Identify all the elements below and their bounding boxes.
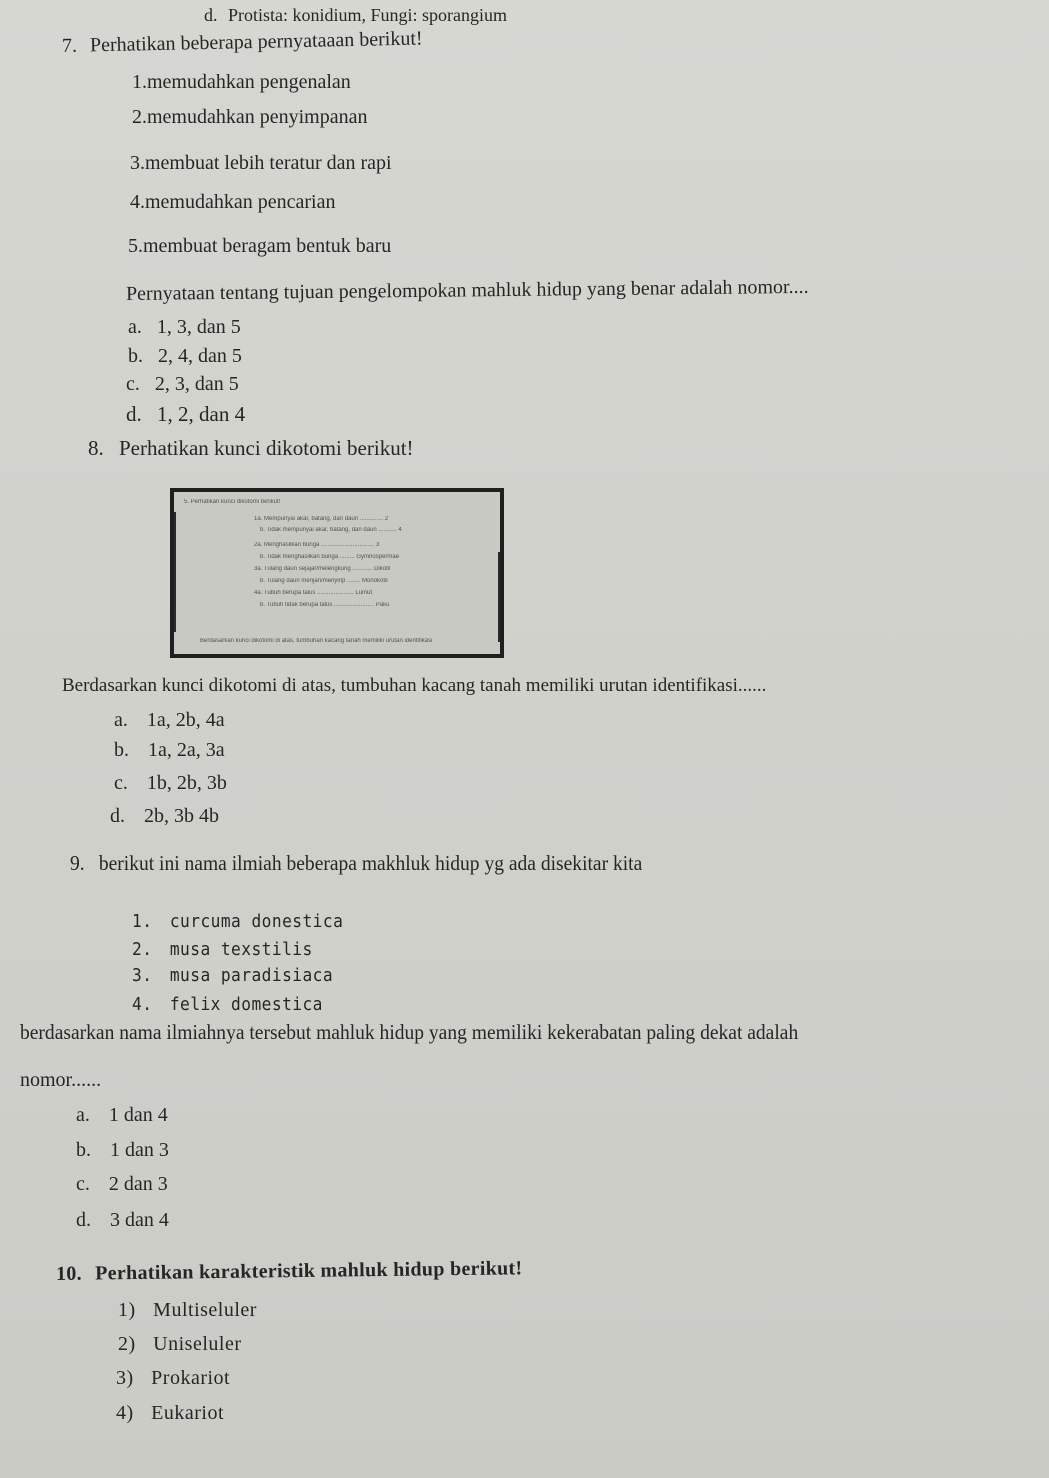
option-text: 1a, 2b, 4a [146,709,225,731]
item-text: musa paradisiaca [169,965,334,986]
option-a[interactable] [128,317,241,337]
option-text: 2, 3, dan 5 [154,373,239,395]
question-prompt: Perhatikan kunci dikotomi berikut! [119,436,414,460]
option-letter: d. [110,805,125,827]
option-a[interactable] [114,710,225,730]
figure-edge [498,552,504,642]
option-d[interactable] [76,1210,169,1230]
question-number: 10. [55,1262,83,1285]
option-letter: a. [128,316,142,338]
question-9-text-line2: nomor...... [20,1069,102,1091]
question-8-text: Berdasarkan kunci dikotomi di atas, tumbuhan kacang tanah memiliki urutan identifikasi...... [62,675,767,696]
characteristic-1 [118,1300,257,1320]
question-number: 9. [70,851,85,875]
item-number: 4. [132,994,153,1015]
option-letter: b. [128,345,143,367]
option-b[interactable] [128,346,242,366]
option-letter: a. [114,709,128,731]
characteristic-4 [116,1403,224,1423]
option-letter: c. [76,1173,90,1195]
statement-5: 5.membuat beragam bentuk baru [128,235,392,257]
item-text: musa texstilis [169,939,313,960]
key-line: 4a. Tubuh berupa talus ...................... Lumut [254,590,373,596]
option-c[interactable] [114,773,227,793]
question-9-text-line1: berdasarkan nama ilmiahnya tersebut mahluk hidup yang memiliki kekerabatan paling dekat adalah [20,1020,799,1044]
question-7-text: Pernyataan tentang tujuan pengelompokan mahluk hidup yang benar adalah nomor.... [125,275,809,305]
item-number: 2) [118,1333,136,1355]
item-number: 3. [132,965,153,986]
question-8-header [88,438,414,459]
statement-2: 2.memudahkan penyimpanan [132,106,368,128]
option-c[interactable] [126,374,239,394]
item-number: 1. [132,911,153,932]
item-text: Multiseluler [153,1299,257,1321]
option-d-previous-question [204,6,507,24]
statement-1: 1.memudahkan pengenalan [132,71,351,93]
key-line: 1a. Mempunyai akar, batang, dan daun .............. 2 [254,516,389,522]
option-letter: d. [76,1209,91,1231]
item-number: 3) [116,1367,134,1389]
item-text: Prokariot [151,1367,231,1389]
option-d[interactable] [110,806,219,826]
key-line: b. Tidak mempunyai akar, batang, dan daun ........... 4 [260,527,402,533]
statement-4: 4.memudahkan pencarian [130,191,336,213]
question-number: 7. [61,34,78,57]
scientific-name-2 [132,941,313,959]
scientific-name-1 [132,913,343,931]
key-line: b. Tulang daun menjari/menyirip ........ Monokotil [260,578,388,584]
option-d[interactable] [126,404,245,425]
item-number: 2. [132,939,153,960]
characteristic-2 [118,1334,241,1354]
figure-edge [170,512,176,632]
key-line: 2a. Menghasilkan bunga ................................ 3 [254,542,380,548]
option-letter: b. [114,739,129,761]
item-text: curcuma donestica [169,911,344,932]
scientific-name-4 [132,996,323,1014]
scientific-name-3 [132,967,333,985]
question-prompt: berikut ini nama ilmiah beberapa makhluk hidup yg ada disekitar kita [98,851,643,875]
option-letter: b. [76,1139,91,1161]
question-number: 8. [88,436,104,460]
statement-3: 3.membuat lebih teratur dan rapi [130,152,392,174]
option-text: 1a, 2a, 3a [148,739,225,761]
item-number: 4) [116,1402,134,1424]
option-letter: d. [204,5,218,25]
option-letter: c. [114,772,128,794]
option-text: 1, 3, dan 5 [156,316,241,338]
option-letter: a. [76,1104,90,1126]
option-text: 1 dan 4 [108,1104,168,1126]
option-text: 1b, 2b, 3b [146,772,227,794]
question-10-header [56,1258,523,1284]
option-letter: c. [126,373,140,395]
option-text: 2b, 3b 4b [144,805,219,827]
option-letter: d. [126,402,142,426]
option-text: 2, 4, dan 5 [158,345,242,367]
option-b[interactable] [76,1140,169,1160]
option-c[interactable] [76,1174,168,1194]
option-text: Protista: konidium, Fungi: sporangium [228,5,508,25]
question-prompt: Perhatikan karakteristik mahluk hidup berikut! [95,1257,523,1285]
option-a[interactable] [76,1105,168,1125]
option-text: 3 dan 4 [110,1209,169,1231]
key-line: 5. Perhatikan kunci dikotomi berikut! [184,499,281,505]
option-text: 2 dan 3 [108,1173,168,1195]
option-text: 1, 2, dan 4 [157,402,246,426]
key-line: Berdasarkan kunci dikotomi di atas, tumbuhan kacang tanah memiliki urutan identifikasi [200,638,433,644]
key-line: b. Tubuh tidak berupa talus ........................ Paku [260,602,390,608]
question-prompt: Perhatikan beberapa pernyataaan berikut! [89,27,423,57]
option-text: 1 dan 3 [110,1139,169,1161]
key-line: b. Tidak menghasilkan bunga ......... Gymnospermae [260,554,400,560]
item-number: 1) [118,1299,136,1321]
dichotomous-key-image [170,488,504,658]
question-7-header [62,28,423,56]
item-text: Uniseluler [153,1333,242,1355]
item-text: felix domestica [169,994,323,1015]
characteristic-3 [116,1368,230,1388]
question-9-header [70,853,642,874]
key-line: 3a. Tulang daun sejajar/melengkung ............ Dikotil [254,566,391,572]
item-text: Eukariot [151,1402,225,1424]
option-b[interactable] [114,740,225,760]
